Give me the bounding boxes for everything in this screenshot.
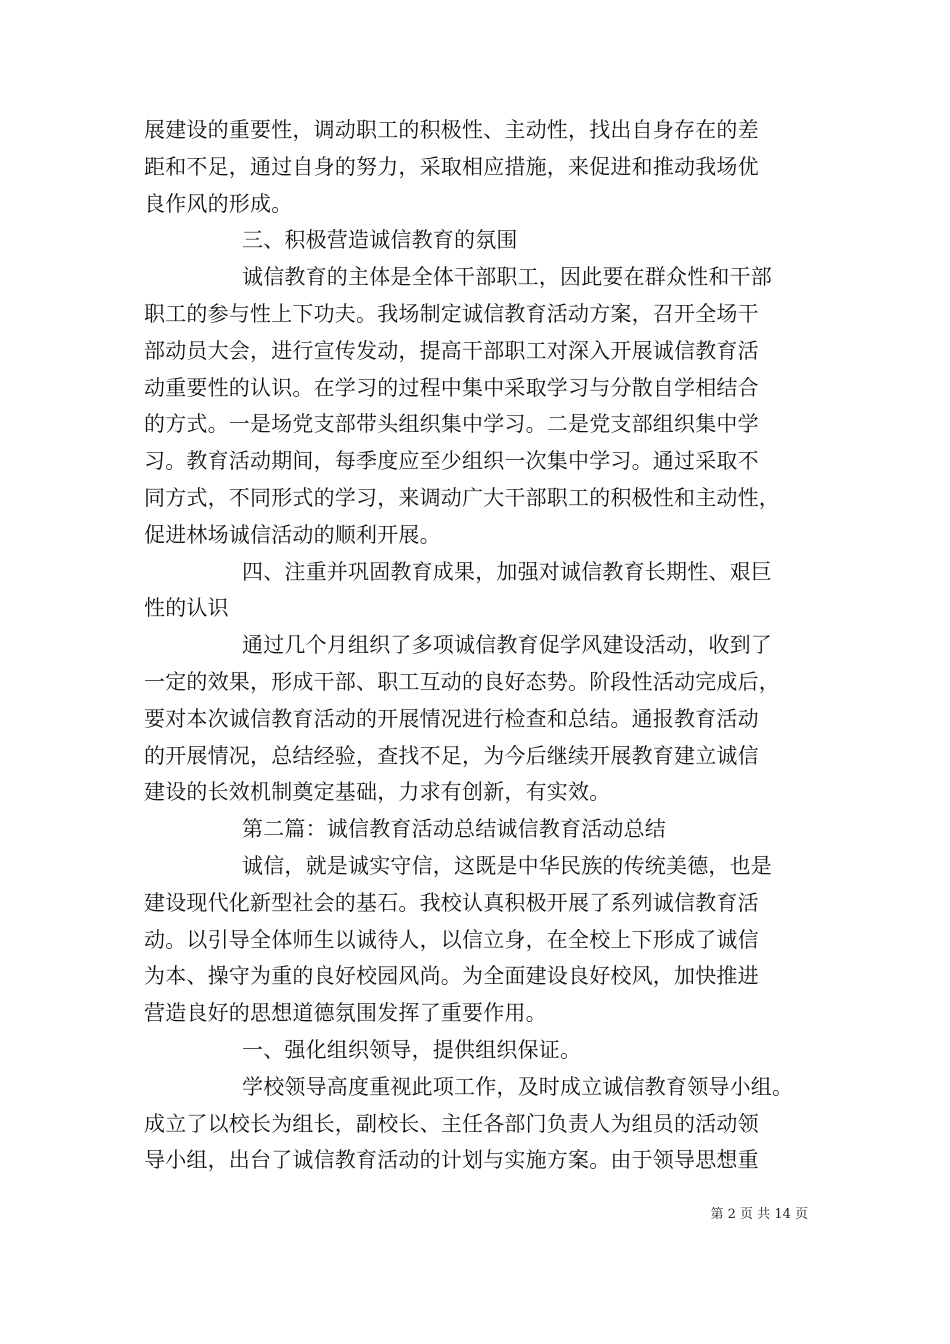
text-line: 性的认识 [144,596,229,621]
text-line: 通过几个月组织了多项诚信教育促学风建设活动，收到了 [242,633,772,658]
document-body [144,112,834,1179]
text-line: 建设的长效机制奠定基础，力求有创新，有实效。 [144,780,611,805]
text-line: 的开展情况，总结经验，查找不足，为今后继续开展教育建立诚信 [144,743,759,768]
text-line: 导小组，出台了诚信教育活动的计划与实施方案。由于领导思想重 [144,1148,759,1173]
text-line: 第二篇：诚信教育活动总结诚信教育活动总结 [242,817,666,842]
text-line: 为本、操守为重的良好校园风尚。为全面建设良好校风，加快推进 [144,964,759,989]
text-line: 建设现代化新型社会的基石。我校认真积极开展了系列诚信教育活 [144,890,759,915]
text-line: 诚信，就是诚实守信，这既是中华民族的传统美德，也是 [242,853,772,878]
text-line: 成立了以校长为组长，副校长、主任各部门负责人为组员的活动领 [144,1111,759,1136]
text-line: 营造良好的思想道德氛围发挥了重要作用。 [144,1001,547,1026]
text-line: 一、强化组织领导，提供组织保证。 [242,1037,582,1062]
text-line: 动。以引导全体师生以诚待人，以信立身，在全校上下形成了诚信 [144,927,759,952]
text-line: 三、积极营造诚信教育的氛围 [242,228,518,253]
text-line: 促进林场诚信活动的顺利开展。 [144,522,441,547]
text-line: 的方式。一是场党支部带头组织集中学习。二是党支部组织集中学 [144,412,759,437]
text-line: 四、注重并巩固教育成果，加强对诚信教育长期性、艰巨 [242,559,772,584]
text-line: 同方式，不同形式的学习，来调动广大干部职工的积极性和主动性， [144,485,780,510]
text-line: 诚信教育的主体是全体干部职工，因此要在群众性和干部 [242,265,772,290]
text-line: 距和不足，通过自身的努力，采取相应措施，来促进和推动我场优 [144,154,759,179]
text-line: 职工的参与性上下功夫。我场制定诚信教育活动方案，召开全场干 [144,301,759,326]
text-line: 展建设的重要性，调动职工的积极性、主动性，找出自身存在的差 [144,118,759,142]
page-number-footer: 第 2 页 共 14 页 [710,1207,808,1222]
text-line: 良作风的形成。 [144,191,293,216]
text-line: 一定的效果，形成干部、职工互动的良好态势。阶段性活动完成后， [144,669,780,694]
text-line: 部动员大会，进行宣传发动，提高干部职工对深入开展诚信教育活 [144,338,759,363]
text-line: 要对本次诚信教育活动的开展情况进行检查和总结。通报教育活动 [144,706,759,731]
text-line: 学校领导高度重视此项工作，及时成立诚信教育领导小组。 [242,1074,794,1099]
text-line: 习。教育活动期间，每季度应至少组织一次集中学习。通过采取不 [144,449,759,474]
text-line: 动重要性的认识。在学习的过程中集中采取学习与分散自学相结合 [144,375,759,400]
